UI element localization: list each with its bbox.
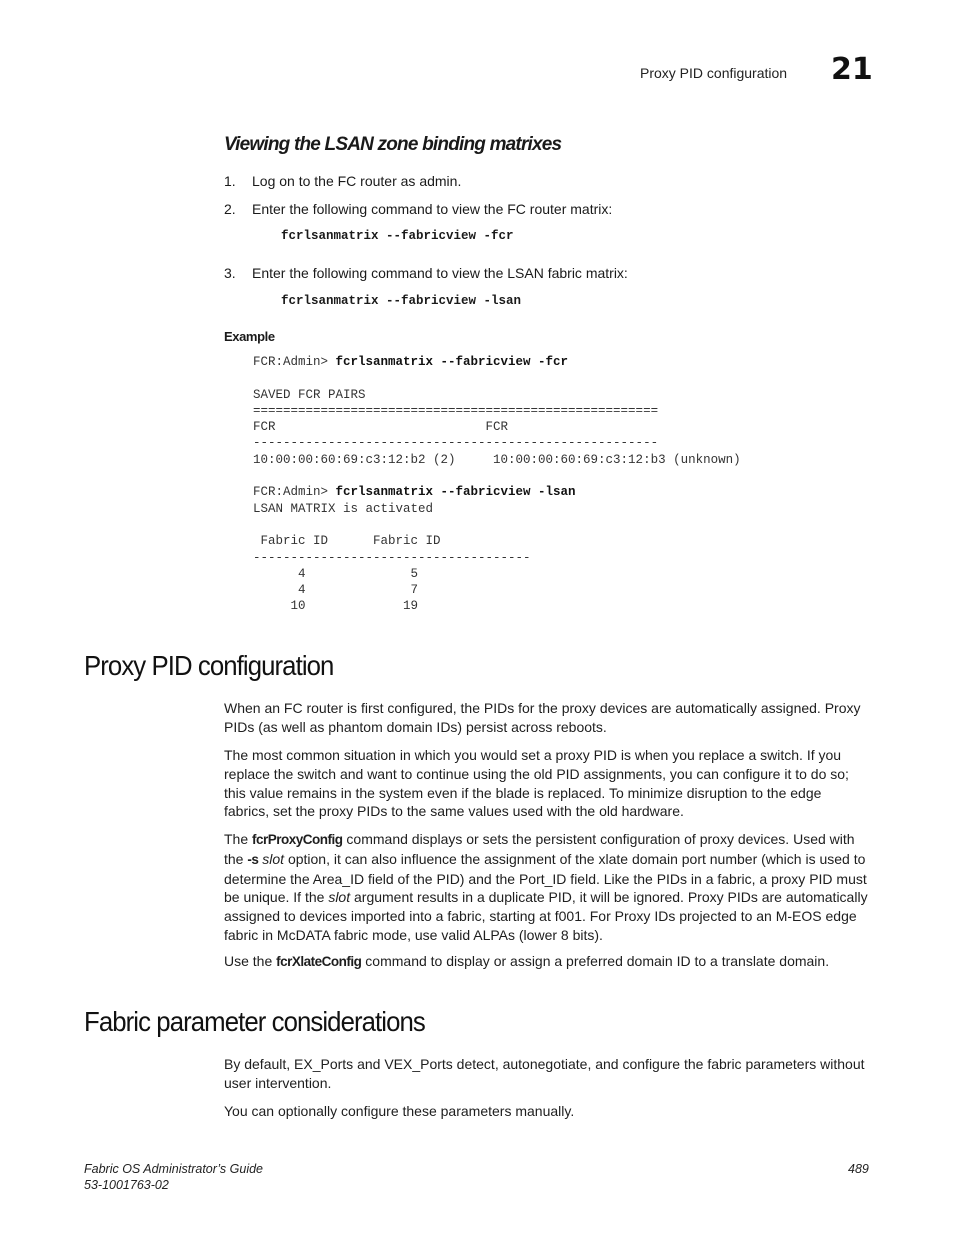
code-fabric-row: 4 7: [253, 583, 419, 598]
step-1: [224, 173, 864, 189]
command-fcr: fcrlsanmatrix --fabricview -fcr: [281, 229, 514, 243]
paragraph-fcrxlateconfig: Use the fcrXlateConfig command to display or assign a preferred domain ID to a translate domain.: [224, 953, 830, 969]
code-separator: -------------------------------------: [253, 550, 531, 565]
chapter-number: 21: [831, 52, 873, 87]
code-line-prompt1: FCR:Admin> fcrlsanmatrix --fabricview -fcr: [253, 355, 569, 369]
code-separator: ------------------------------------------------------: [253, 436, 659, 451]
code-fabric-header: Fabric ID Fabric ID: [253, 534, 441, 549]
code-line-prompt2: FCR:Admin> fcrlsanmatrix --fabricview -lsan: [253, 485, 576, 500]
paragraph: You can optionally configure these parameters manually.: [224, 1103, 575, 1119]
command-name: fcrProxyConfig: [252, 832, 343, 847]
section-heading-fabric-parameters: Fabric parameter considerations: [84, 1006, 425, 1037]
code-fabric-row: 10 19: [253, 599, 419, 614]
option-flag: -s: [247, 851, 259, 867]
footer-doc-number: 53-1001763-02: [84, 1178, 169, 1192]
example-code-block: [253, 354, 741, 615]
code-command: fcrlsanmatrix --fabricview -lsan: [335, 485, 576, 500]
section-heading-proxy-pid: Proxy PID configuration: [84, 650, 334, 681]
step-number: 2.: [224, 201, 236, 217]
code-pair-row: 10:00:00:60:69:c3:12:b2 (2) 10:00:00:60:69:c3:12:b3 (unknown): [253, 452, 741, 467]
footer-guide-title: Fabric OS Administrator’s Guide: [84, 1162, 263, 1176]
running-header-title: Proxy PID configuration: [640, 65, 788, 81]
command-lsan: fcrlsanmatrix --fabricview -lsan: [281, 294, 522, 308]
argument-name: slot: [328, 889, 351, 906]
code-lsan-status: LSAN MATRIX is activated: [253, 501, 434, 516]
step-3: [224, 265, 864, 281]
step-number: 3.: [224, 265, 236, 281]
step-text: Enter the following command to view the FC router matrix:: [252, 201, 613, 217]
page-number: 489: [848, 1162, 869, 1176]
step-number: 1.: [224, 173, 236, 189]
paragraph-fcrproxyconfig: The fcrProxyConfig command displays or sets the persistent configuration of proxy devices. Used with the -s slot option, it can also influence the assignment of the xlate domain port number (which is used to determine the Area_ID field of the PID) and the Port_ID field. Like the PIDs in a fabric, a proxy PID must be unique. If the slot argument results in a duplicate PID, it will be ignored. Proxy PIDs are automatically assigned to devices imported into a fabric, starting at f001. For Proxy IDs projected to an M-EOS edge fabric in McDATA fabric mode, use valid ALPAs (lower 8 bits).: [224, 831, 868, 943]
command-name: fcrXlateConfig: [276, 954, 362, 969]
code-saved-pairs: SAVED FCR PAIRS: [253, 387, 366, 402]
paragraph: When an FC router is first configured, the PIDs for the proxy devices are automatically assigned. Proxy PIDs (as well as phantom domain IDs) persist across reboots.: [224, 700, 861, 735]
step-2: [224, 201, 864, 217]
example-label: Example: [224, 329, 275, 344]
argument-name: slot: [262, 850, 285, 867]
code-separator: ======================================================: [253, 403, 659, 418]
subsection-heading: Viewing the LSAN zone binding matrixes: [224, 134, 562, 155]
code-column-header: FCR FCR: [253, 420, 509, 435]
step-text: Enter the following command to view the LSAN fabric matrix:: [252, 265, 628, 281]
code-command: fcrlsanmatrix --fabricview -fcr: [335, 355, 569, 369]
paragraph: By default, EX_Ports and VEX_Ports detect, autonegotiate, and configure the fabric parameters without user intervention.: [224, 1056, 865, 1091]
code-fabric-row: 4 5: [253, 566, 419, 581]
step-text: Log on to the FC router as admin.: [252, 173, 462, 189]
paragraph: The most common situation in which you would set a proxy PID is when you replace a switch. If you replace the switch and want to continue using the old PID assignments, you can configure it to do so; this value remains in the system even if the blade is replaced. To minimize disruption to the edge fabrics, set the proxy PIDs to the same values used with the old hardware.: [224, 747, 849, 820]
